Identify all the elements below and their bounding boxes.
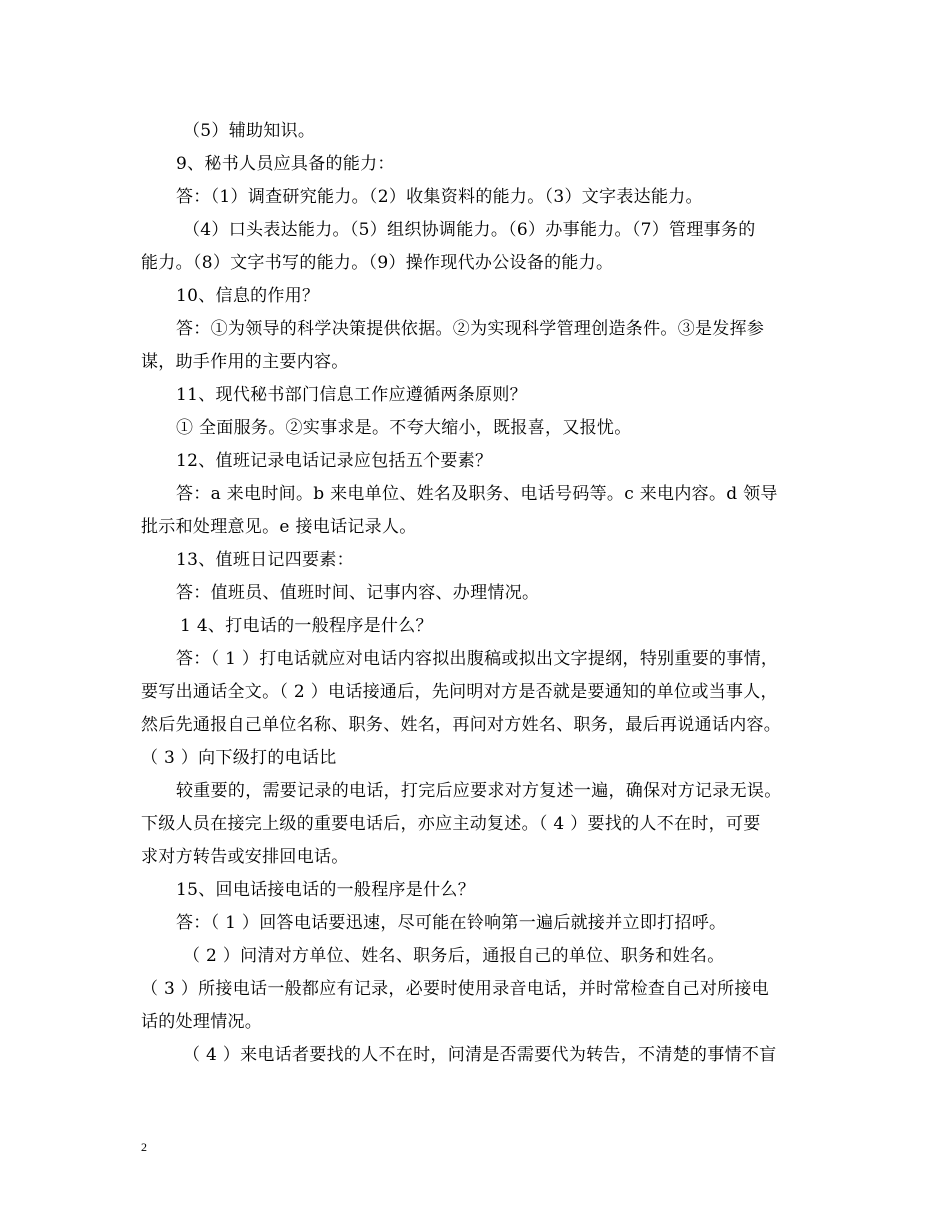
question-heading: 1 4、打电话的一般程序是什么？ (180, 616, 433, 636)
text-line: （ 2 ）问清对方单位、姓名、职务后，通报自己的单位、职务和姓名。 (183, 946, 725, 966)
text-line: 话的处理情况。 (141, 1012, 263, 1032)
text-line: 求对方转告或安排回电话。 (141, 847, 349, 867)
question-heading: 10、信息的作用？ (176, 286, 320, 306)
text-line: 批示和处理意见。e 接电话记录人。 (141, 517, 417, 537)
question-heading: 13、值班日记四要素： (176, 550, 354, 570)
answer-line: 答：（ 1 ）打电话就应对电话内容拟出腹稿或拟出文字提纲，特别重要的事情， (176, 649, 779, 669)
question-heading: 12、值班记录电话记录应包括五个要素？ (176, 451, 493, 471)
text-line: （ 3 ）向下级打的电话比 (141, 748, 337, 768)
question-heading: 11、现代秘书部门信息工作应遵循两条原则？ (176, 385, 527, 405)
answer-line: 答：（1）调查研究能力。（2）收集资料的能力。（3）文字表达能力。 (176, 187, 703, 207)
text-line: 谋，助手作用的主要内容。 (141, 352, 349, 372)
answer-line: 答：a 来电时间。b 来电单位、姓名及职务、电话号码等。c 来电内容。d 领导 (176, 484, 778, 504)
question-heading: 15、回电话接电话的一般程序是什么？ (176, 880, 476, 900)
text-line: （4）口头表达能力。（5）组织协调能力。（6）办事能力。（7）管理事务的 (183, 220, 756, 240)
answer-line: 答：（ 1 ）回答电话要迅速，尽可能在铃响第一遍后就接并立即打招呼。 (176, 913, 727, 933)
text-line: 然后先通报自己单位名称、职务、姓名，再问对方姓名、职务，最后再说通话内容。 (141, 715, 782, 735)
text-line: 要写出通话全文。（ 2 ）电话接通后，先问明对方是否就是要通知的单位或当事人， (141, 682, 778, 702)
question-heading: 9、秘书人员应具备的能力： (176, 154, 395, 174)
text-line: （ 4 ）来电话者要找的人不在时，问清是否需要代为转告，不清楚的事情不盲 (183, 1045, 777, 1065)
text-line: 较重要的，需要记录的电话，打完后应要求对方复述一遍，确保对方记录无误。 (176, 781, 782, 801)
answer-line: 答：①为领导的科学决策提供依据。②为实现科学管理创造条件。③是发挥参 (176, 319, 765, 339)
text-line: 下级人员在接完上级的重要电话后，亦应主动复述。（ 4 ）要找的人不在时，可要 (141, 814, 761, 834)
text-line: （ 3 ）所接电话一般都应有记录，必要时使用录音电话，并时常检查自己对所接电 (141, 979, 770, 999)
text-line: 能力。（8）文字书写的能力。（9）操作现代办公设备的能力。 (141, 253, 614, 273)
answer-line: ① 全面服务。②实事求是。不夸大缩小，既报喜，又报忧。 (176, 418, 632, 438)
page-number: 2 (141, 1140, 147, 1154)
answer-line: 答：值班员、值班时间、记事内容、办理情况。 (176, 583, 540, 603)
text-line: （5）辅助知识。 (183, 121, 316, 141)
